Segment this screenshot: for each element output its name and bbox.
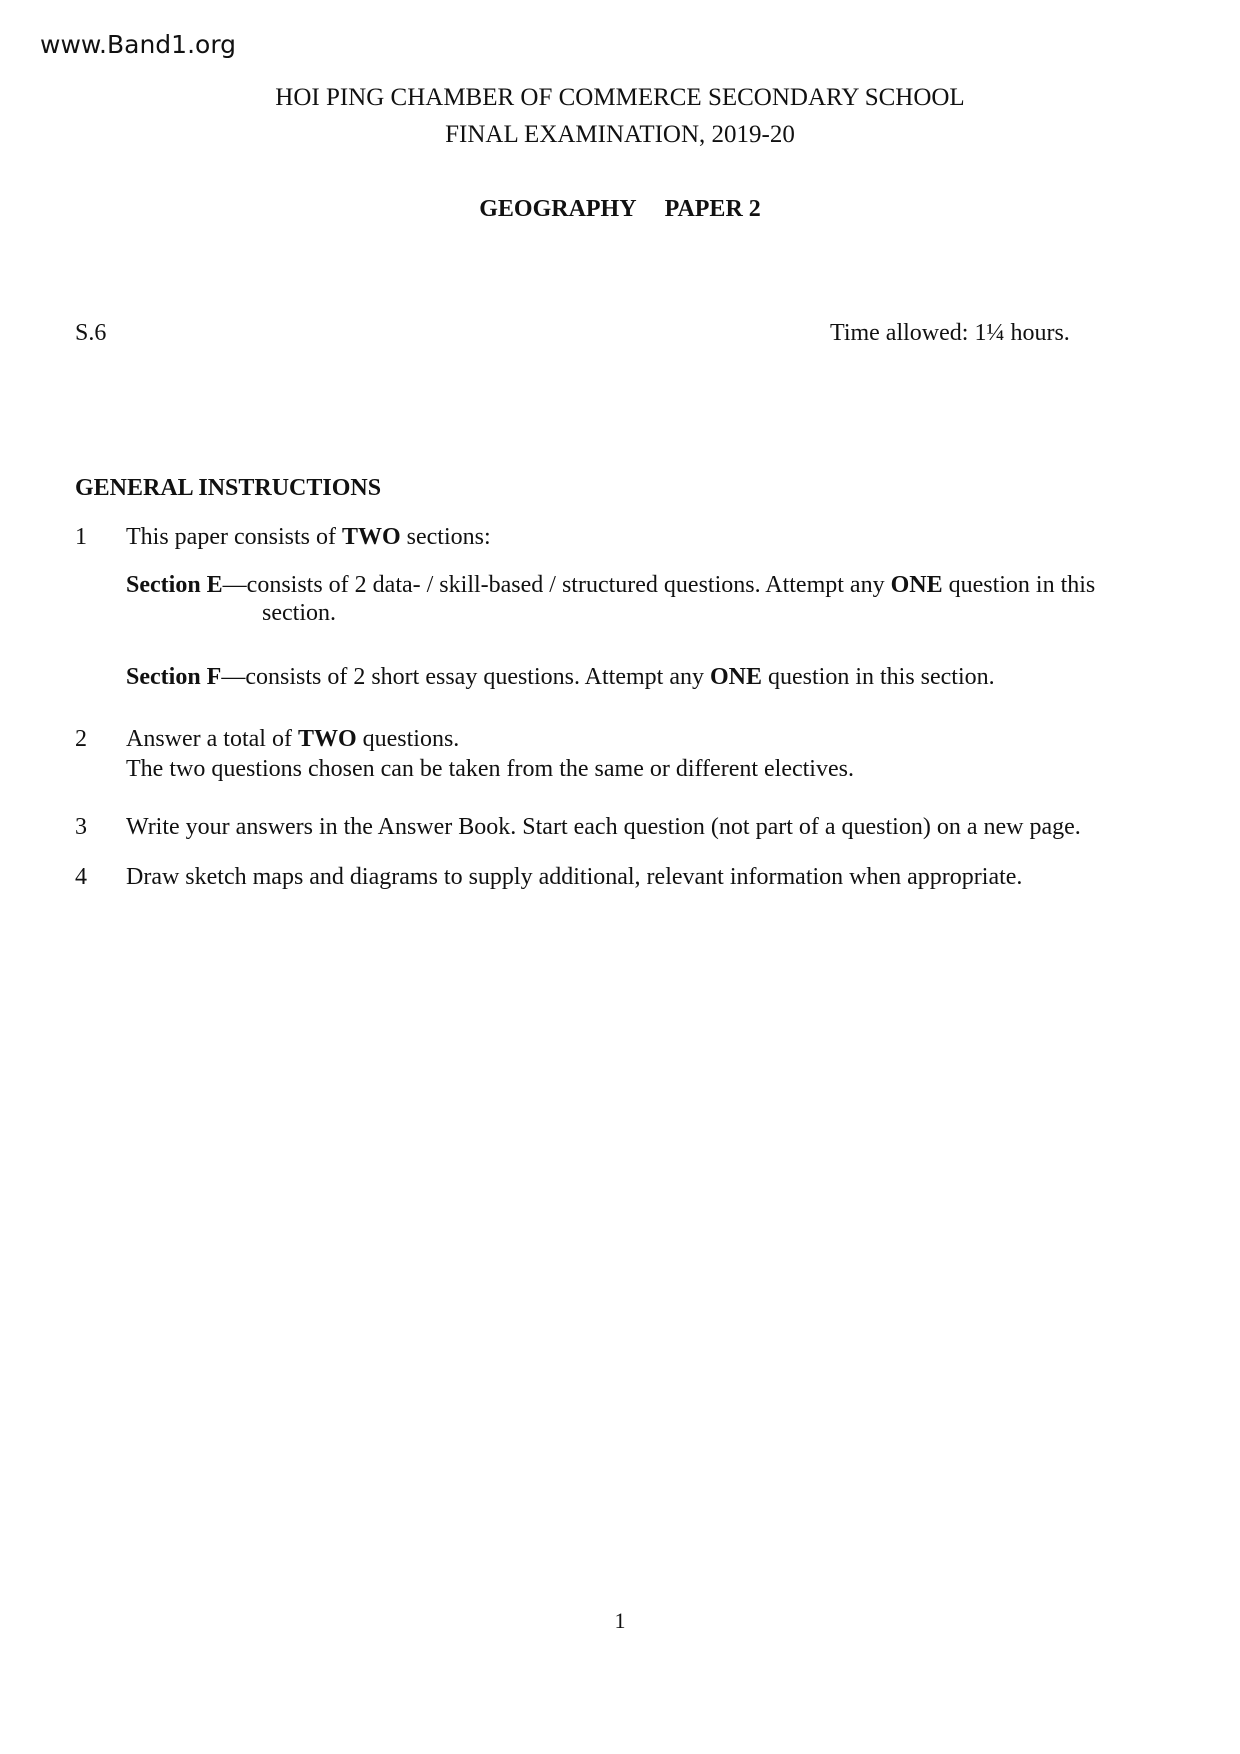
- section-f-description: [126, 663, 1176, 691]
- instruction-text-pre: Answer a total of: [126, 726, 298, 752]
- instruction-text-post: sections:: [400, 524, 491, 550]
- section-text-bold: ONE: [890, 572, 943, 598]
- section-text-pre: consists of 2 short essay questions. Attempt any: [245, 664, 710, 690]
- section-text-post: question in this section.: [761, 664, 995, 690]
- exam-title: FINAL EXAMINATION, 2019-20: [445, 121, 795, 148]
- section-dash: —: [221, 664, 246, 690]
- paper-number: PAPER 2: [664, 196, 761, 222]
- instruction-text-bold: TWO: [341, 524, 401, 550]
- section-label: Section F: [126, 664, 222, 690]
- instruction-text: [126, 522, 1176, 552]
- instruction-number: 2: [75, 726, 87, 752]
- watermark-url: www.Band1.org: [40, 30, 237, 59]
- instruction-text: [126, 724, 1176, 784]
- page-number: 1: [614, 1608, 626, 1633]
- subject-name: GEOGRAPHY: [479, 196, 637, 222]
- instruction-number: 3: [75, 814, 87, 840]
- instruction-text-pre: This paper consists of: [126, 524, 342, 550]
- section-text-continuation: section.: [262, 600, 336, 626]
- instruction-text: Write your answers in the Answer Book. Start each question (not part of a question) on a new page.: [126, 814, 1081, 840]
- instruction-number: 1: [75, 524, 87, 550]
- instruction-text-bold: TWO: [297, 726, 357, 752]
- subject-heading: [0, 193, 1240, 225]
- instruction-text-line2: The two questions chosen can be taken from the same or different electives.: [126, 756, 854, 782]
- instruction-number: 4: [75, 864, 87, 890]
- section-label: Section E: [126, 572, 223, 598]
- form-level: S.6: [75, 320, 107, 346]
- section-text-pre: consists of 2 data- / skill-based / structured questions. Attempt any: [246, 572, 891, 598]
- section-dash: —: [222, 572, 247, 598]
- school-name: HOI PING CHAMBER OF COMMERCE SECONDARY SCHOOL: [275, 84, 965, 111]
- time-allowed: Time allowed: 1¼ hours.: [830, 320, 1070, 346]
- instruction-text: Draw sketch maps and diagrams to supply additional, relevant information when appropriate.: [126, 864, 1023, 890]
- section-text-post: question in this: [942, 572, 1096, 598]
- instructions-heading: GENERAL INSTRUCTIONS: [75, 475, 382, 501]
- section-e-description: [126, 571, 1176, 627]
- section-text-bold: ONE: [709, 664, 762, 690]
- instruction-text-post: questions.: [356, 726, 460, 752]
